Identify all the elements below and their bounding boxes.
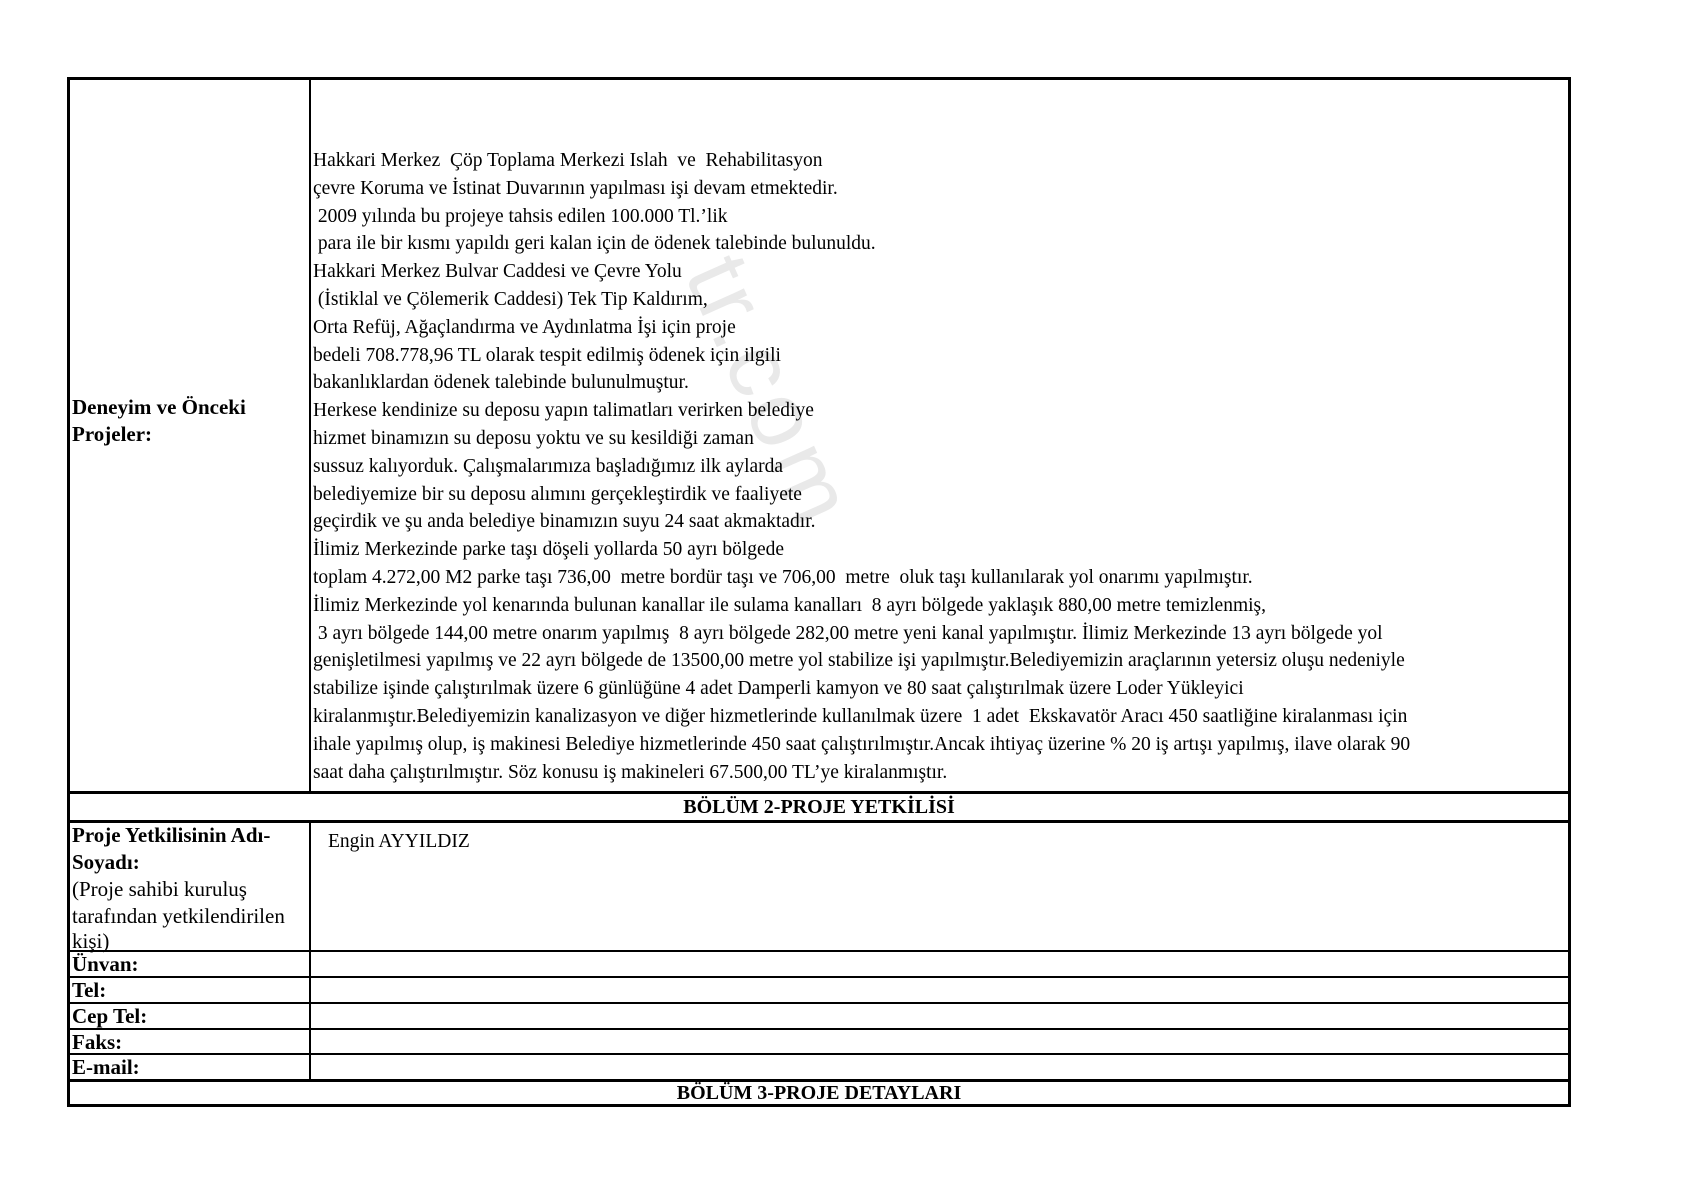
experience-line: İlimiz Merkezinde parke taşı döşeli yollarda 50 ayrı bölgede	[313, 539, 785, 561]
section2-top-border	[67, 791, 1571, 794]
experience-line: hizmet binamızın su deposu yoktu ve su kesildiği zaman	[313, 427, 754, 449]
watermark: tr.com	[665, 240, 876, 544]
authorized-person-label-line2: Soyadı:	[72, 850, 140, 874]
experience-line: stabilize işinde çalıştırılmak üzere 6 günlüğüne 4 adet Damperli kamyon ve 80 saat çalıştırılmak üzere Loder Yükleyici	[313, 678, 1244, 700]
section3-heading: BÖLÜM 3-PROJE DETAYLARI	[676, 1082, 962, 1104]
experience-label-line2: Projeler:	[72, 422, 153, 446]
field-label-unvan: Ünvan:	[72, 952, 139, 976]
row-divider-faks	[67, 1028, 1571, 1030]
authorized-person-note-line1: (Proje sahibi kuruluş	[72, 877, 247, 901]
authorized-person-label-line1: Proje Yetkilisinin Adı-	[72, 823, 271, 847]
experience-label-line1: Deneyim ve Önceki	[72, 395, 246, 419]
column-divider	[309, 77, 311, 792]
experience-line: 3 ayrı bölgede 144,00 metre onarım yapılmış 8 ayrı bölgede 282,00 metre yeni kanal yapılmıştır. İlimiz Merkezinde 13 ayrı bölgede yol	[313, 622, 1383, 644]
experience-line: toplam 4.272,00 M2 parke taşı 736,00 metre bordür taşı ve 706,00 metre oluk taşı kullanılarak yol onarımı yapılmıştır.	[313, 566, 1253, 588]
field-label-email: E-mail:	[72, 1055, 140, 1079]
field-label-tel: Tel:	[72, 978, 107, 1002]
experience-line: para ile bir kısmı yapıldı geri kalan için de ödenek talebinde bulunuldu.	[313, 233, 876, 255]
experience-line: bakanlıklardan ödenek talebinde bulunulmuştur.	[313, 372, 689, 394]
experience-text	[313, 147, 1410, 786]
experience-line: geçirdik ve şu anda belediye binamızın suyu 24 saat akmaktadır.	[313, 511, 816, 533]
field-label-faks: Faks:	[72, 1030, 123, 1054]
experience-line: Herkese kendinize su deposu yapın talimatları verirken belediye	[313, 400, 814, 422]
experience-line: 2009 yılında bu projeye tahsis edilen 100.000 Tl.’lik	[313, 205, 728, 227]
experience-line: (İstiklal ve Çölemerik Caddesi) Tek Tip Kaldırım,	[313, 288, 708, 310]
experience-line: ihale yapılmış olup, iş makinesi Belediye hizmetlerinde 450 saat çalıştırılmıştır.Ancak ihtiyaç üzerine % 20 iş artışı yapılmış, ilave olarak 90	[313, 733, 1411, 755]
authorized-person-value: Engin AYYILDIZ	[328, 831, 470, 852]
row-divider-email	[67, 1053, 1571, 1055]
authorized-person-note-line2: tarafından yetkilendirilen	[72, 904, 285, 928]
authorized-person-label	[72, 822, 308, 952]
experience-line: Hakkari Merkez Bulvar Caddesi ve Çevre Yolu	[313, 261, 682, 283]
experience-line: Orta Refüj, Ağaçlandırma ve Aydınlatma İşi için proje	[313, 316, 736, 338]
row-divider-cep	[67, 1002, 1571, 1004]
section2-heading: BÖLÜM 2-PROJE YETKİLİSİ	[683, 796, 955, 818]
experience-line: İlimiz Merkezinde yol kenarında bulunan kanallar ile sulama kanalları 8 ayrı bölgede yaklaşık 880,00 metre temizlenmiş,	[313, 594, 1267, 616]
field-label-cep-tel: Cep Tel:	[72, 1004, 148, 1028]
row-divider-tel	[67, 976, 1571, 978]
experience-line: sussuz kalıyorduk. Çalışmalarımıza başladığımız ilk aylarda	[313, 455, 784, 477]
authorized-person-note-line3: kişi)	[72, 929, 110, 953]
experience-line: çevre Koruma ve İstinat Duvarının yapılması işi devam etmektedir.	[313, 177, 838, 199]
experience-label	[72, 394, 246, 448]
experience-line: genişletilmesi yapılmış ve 22 ayrı bölgede de 13500,00 metre yol stabilize işi yapılmıştır.Belediyemizin araçlarının yetersiz oluşu nedeniyle	[313, 650, 1405, 672]
experience-line: belediyemize bir su deposu alımını gerçekleştirdik ve faaliyete	[313, 483, 802, 505]
experience-line: Hakkari Merkez Çöp Toplama Merkezi Islah ve Rehabilitasyon	[313, 150, 823, 171]
experience-line: bedeli 708.778,96 TL olarak tespit edilmiş ödenek için ilgili	[313, 344, 781, 366]
experience-line: kiralanmıştır.Belediyemizin kanalizasyon ve diğer hizmetlerinde kullanılmak üzere 1 adet Ekskavatör Aracı 450 saatliğine kiralanması için	[313, 705, 1408, 727]
experience-line: saat daha çalıştırılmıştır. Söz konusu iş makineleri 67.500,00 TL’ye kiralanmıştır.	[313, 761, 948, 783]
